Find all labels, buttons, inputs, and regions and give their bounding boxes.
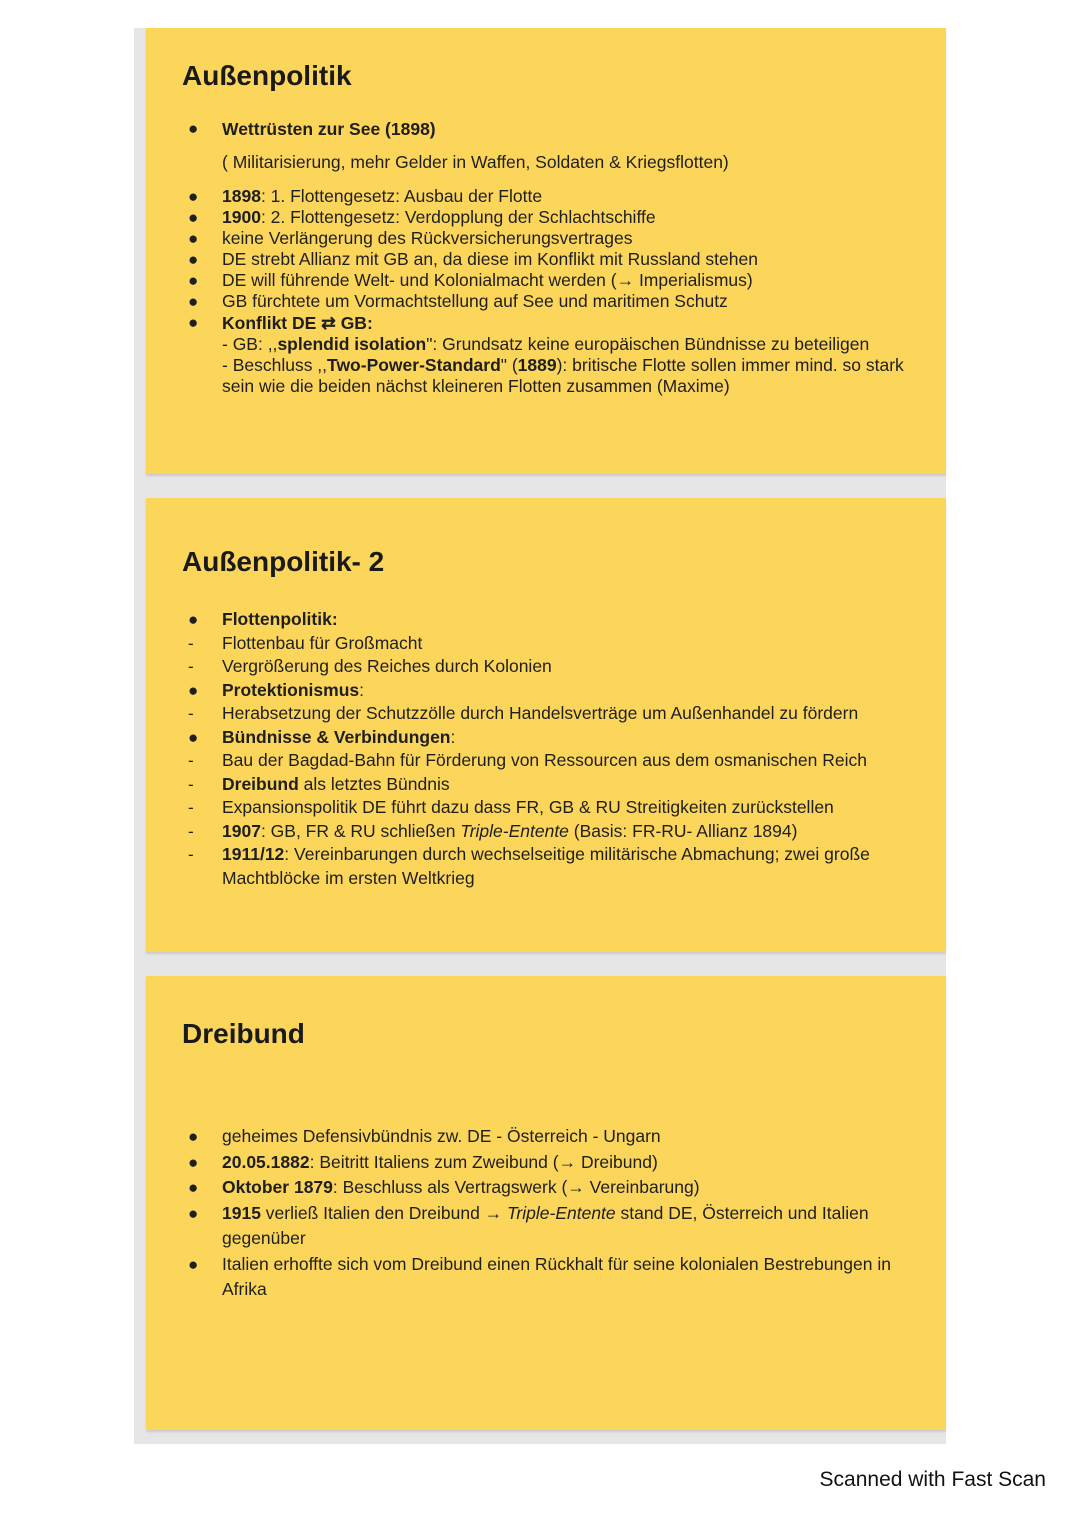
list-item: - 1907: GB, FR & RU schließen Triple-Entente (Basis: FR-RU- Allianz 1894) xyxy=(182,820,920,844)
dash-marker: - xyxy=(188,774,194,794)
bullet-text: DE strebt Allianz mit GB an, da diese im Konflikt mit Russland stehen xyxy=(222,249,758,269)
term-label: Dreibund xyxy=(222,773,299,794)
list-item xyxy=(182,118,920,140)
bullet-text: : Beitritt Italiens zum Zweibund (→ Dreibund) xyxy=(309,1151,658,1172)
term-label: Two-Power-Standard xyxy=(327,355,501,375)
list-item xyxy=(182,1175,920,1201)
list-item xyxy=(182,228,920,249)
year-label: Oktober 1879 xyxy=(222,1177,333,1197)
dash-marker: - xyxy=(188,704,194,723)
scanned-page xyxy=(134,28,946,1444)
list-item: ● Bündnisse & Verbindungen: xyxy=(182,726,920,750)
bullet-marker: ● xyxy=(188,208,199,227)
bullet-marker: ● xyxy=(188,250,199,269)
bullet-text: geheimes Defensivbündnis zw. DE - Österreich - Ungarn xyxy=(222,1126,661,1146)
list-item xyxy=(182,249,920,270)
year-label: 1911/12 xyxy=(222,844,285,864)
year-label: 1907 xyxy=(222,820,261,841)
bullet-marker: ● xyxy=(188,292,199,311)
year-label: 20.05.1882 xyxy=(222,1151,310,1172)
slide-dreibund xyxy=(146,976,946,1430)
slide-title: Dreibund xyxy=(182,1018,305,1049)
bullet-marker: ● xyxy=(188,119,199,138)
bullet-text: Italien erhoffte sich vom Dreibund einen Rückhalt für seine kolonialen Bestrebungen in Afrika xyxy=(222,1253,891,1299)
bullet-text: Wettrüsten zur See (1898) xyxy=(222,119,436,139)
bullet-text: GB fürchtete um Vormachtstellung auf See und maritimen Schutz xyxy=(222,291,728,311)
bullet-text: : 2. Flottengesetz: Verdopplung der Schlachtschiffe xyxy=(260,207,656,227)
bullet-text: Herabsetzung der Schutzzölle durch Handelsverträge um Außenhandel zu fördern xyxy=(222,703,859,723)
dash-marker: - xyxy=(188,633,194,653)
bullet-marker: ● xyxy=(188,187,199,206)
term-label: Triple-Entente xyxy=(460,820,569,841)
list-item xyxy=(182,632,920,656)
bullet-text: : Beschluss als Vertragswerk (→ Vereinbarung) xyxy=(332,1177,700,1197)
slide-aussenpolitik-2 xyxy=(146,498,946,952)
sub-item: - Beschluss ,,Two-Power-Standard" (1889): britische Flotte sollen immer mind. so stark sein wie die beiden nächst kleineren Flotten zusammen (Maxime) xyxy=(222,355,904,396)
bullet-marker: ● xyxy=(188,1152,199,1172)
bullet-marker: ● xyxy=(188,1203,199,1223)
bullet-list xyxy=(182,118,920,397)
year-label: 1898 xyxy=(222,186,261,206)
bullet-list xyxy=(182,1124,920,1303)
bullet-text: : 1. Flottengesetz: Ausbau der Flotte xyxy=(260,186,543,206)
list-item xyxy=(182,796,920,820)
list-item xyxy=(182,186,920,207)
dash-marker: - xyxy=(188,821,194,841)
bullet-marker: ● xyxy=(188,680,199,700)
dash-marker: - xyxy=(188,657,194,676)
dash-marker: - xyxy=(188,751,194,770)
bullet-marker: ● xyxy=(188,229,199,248)
term-label: Triple-Entente xyxy=(507,1202,616,1223)
list-item xyxy=(182,270,920,291)
slide-title: Außenpolitik xyxy=(182,60,352,91)
bullet-marker: ● xyxy=(188,610,199,629)
list-item xyxy=(182,291,920,312)
list-item: ● Protektionismus: xyxy=(182,679,920,703)
bullet-text: Bau der Bagdad-Bahn für Förderung von Ressourcen aus dem osmanischen Reich xyxy=(222,750,867,770)
dash-marker: - xyxy=(188,798,194,817)
scanner-watermark: Scanned with Fast Scan xyxy=(819,1468,1046,1491)
bullet-text: Flottenbau für Großmacht xyxy=(222,632,423,653)
bullet-marker: ● xyxy=(188,727,199,747)
dash-marker: - xyxy=(188,845,194,864)
bullet-text: als letztes Bündnis xyxy=(298,773,450,794)
bullet-text: DE will führende Welt- und Kolonialmacht werden (→ Imperialismus) xyxy=(222,270,753,290)
list-item xyxy=(182,702,920,726)
bullet-text: Expansionspolitik DE führt dazu dass FR, GB & RU Streitigkeiten zurückstellen xyxy=(222,797,834,817)
list-item xyxy=(182,1150,920,1176)
slide-aussenpolitik xyxy=(146,28,946,474)
bullet-heading: Flottenpolitik: xyxy=(222,609,338,629)
bullet-marker: ● xyxy=(188,313,199,332)
bullet-text: keine Verlängerung des Rückversicherungsvertrages xyxy=(222,228,633,248)
bullet-text: Vergrößerung des Reiches durch Kolonien xyxy=(222,656,552,676)
list-item: ● 1915 verließ Italien den Dreibund → Triple-Entente stand DE, Österreich und Italien gegenüber xyxy=(188,1202,869,1248)
slide-title: Außenpolitik- 2 xyxy=(182,546,385,577)
list-item xyxy=(182,1252,920,1303)
term-label: splendid isolation xyxy=(277,334,427,354)
list-item: - 1911/12: Vereinbarungen durch wechselseitige militärische Abmachung; zwei große Machtblöcke im ersten Weltkrieg xyxy=(188,844,870,888)
bullet-marker: ● xyxy=(188,1178,199,1197)
bullet-marker: ● xyxy=(188,271,199,290)
year-label: 1889 xyxy=(517,355,557,375)
bullet-heading: Protektionismus xyxy=(222,679,360,700)
list-item xyxy=(182,207,920,228)
bullet-heading: Bündnisse & Verbindungen xyxy=(222,726,451,747)
bullet-text: Konflikt DE ⇄ GB: xyxy=(222,313,373,333)
bullet-list xyxy=(182,608,920,890)
list-item xyxy=(182,773,920,797)
note-text: ( Militarisierung, mehr Gelder in Waffen, Soldaten & Kriegsflotten) xyxy=(222,152,729,172)
sub-item: - GB: ,,splendid isolation": Grundsatz keine europäischen Bündnisse zu beteiligen xyxy=(222,334,870,354)
list-item xyxy=(182,655,920,679)
list-item xyxy=(182,1124,920,1150)
list-item xyxy=(182,608,920,632)
year-label: 1900 xyxy=(222,207,261,227)
list-item xyxy=(182,749,920,773)
year-label: 1915 xyxy=(222,1202,261,1223)
list-item xyxy=(182,312,920,334)
bullet-marker: ● xyxy=(188,1254,199,1274)
bullet-marker: ● xyxy=(188,1127,199,1146)
